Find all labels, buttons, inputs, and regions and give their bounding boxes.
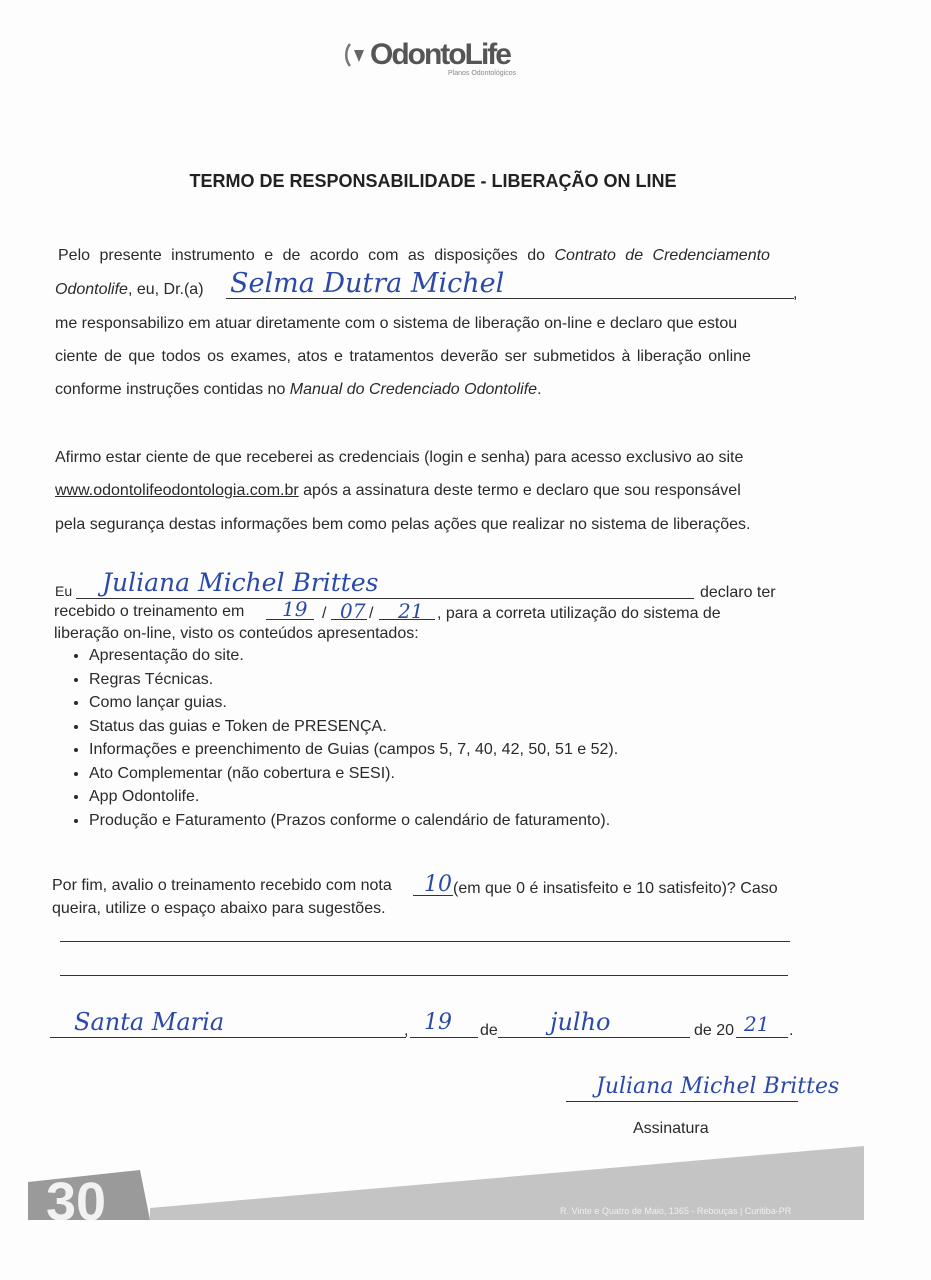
dentist-name: Selma Dutra Michel [230,268,505,299]
sign-year-line [736,1037,788,1038]
sign-day-line [410,1037,478,1038]
suggestion-line-2[interactable] [60,975,788,976]
date-sep-1: / [322,605,327,622]
company-logo [340,36,540,84]
trainee-name-line [76,598,694,599]
list-item: • Como lançar guias. [89,691,618,715]
para2-line2: www.odontolifeodontologia.com.br após a assinatura deste termo e declaro que sou responsável [55,482,741,499]
para1-line1: Pelo presente instrumento e de acordo com as disposições do Contrato de Credenciamento [58,247,770,264]
para2-line1: Afirmo estar ciente de que receberei as credenciais (login e senha) para acesso exclusivo ao site [55,449,744,466]
footer-address: R. Vinte e Quatro de Maio, 1365 - Rebouças | Curitiba-PR [560,1206,792,1216]
para1-line2: Odontolife, eu, Dr.(a) [55,281,204,298]
rating-score: 10 [424,872,452,897]
list-item: • Ato Complementar (não cobertura e SESI). [89,762,618,786]
para3-declaro: declaro ter [700,584,776,601]
para3-liberacao: liberação on-line, visto os conteúdos apresentados: [54,625,419,642]
city-line [50,1037,406,1038]
para1-comma: , [793,285,798,302]
signature-label: Assinatura [633,1120,709,1137]
para3-para-correta: , para a correta utilização do sistema de [437,605,721,622]
rating-line1-a: Por fim, avalio o treinamento recebido com nota [52,877,392,894]
list-item: • Apresentação do site. [89,644,618,668]
training-day: 19 [282,597,308,621]
signature-line [566,1101,798,1102]
para3-recebido: recebido o treinamento em [54,603,245,620]
para1-line4: ciente de que todos os exames, atos e tratamentos deverão ser submetidos à liberação online [55,348,751,365]
training-topics-list [62,644,618,832]
suggestion-line-1[interactable] [60,941,790,942]
list-item: • Informações e preenchimento de Guias (campos 5, 7, 40, 42, 50, 51 e 52). [89,738,618,762]
sign-month: julho [550,1008,611,1036]
sign-month-line [498,1037,690,1038]
signature: Juliana Michel Brittes [596,1074,840,1099]
document-title: TERMO DE RESPONSABILIDADE - LIBERAÇÃO ON LINE [189,171,677,191]
list-item: • App Odontolife. [89,785,618,809]
city-comma: , [404,1022,409,1039]
para3-eu: Eu [55,583,73,599]
training-month: 07 [340,599,366,623]
para1-line5: conforme instruções contidas no Manual do Credenciado Odontolife. [55,381,542,398]
site-link[interactable]: www.odontolifeodontologia.com.br [55,482,299,499]
sign-day: 19 [424,1010,452,1035]
rating-line1-b: (em que 0 é insatisfeito e 10 satisfeito)? Caso [453,880,778,897]
date-sep-2: / [369,605,374,622]
date-end: . [789,1022,794,1039]
sign-year: 21 [744,1012,770,1036]
list-item: • Produção e Faturamento (Prazos conforme o calendário de faturamento). [89,809,618,833]
logo-emblem-icon [342,40,368,70]
list-item: • Regras Técnicas. [89,668,618,692]
para1-line3: me responsabilizo em atuar diretamente com o sistema de liberação on-line e declaro que estou [55,315,738,332]
training-year: 21 [398,599,424,623]
para2-line3: pela segurança destas informações bem como pelas ações que realizar no sistema de liberações. [55,516,751,533]
logo-tagline: Planos Odontológicos [448,70,517,77]
rating-line2: queira, utilize o espaço abaixo para sugestões. [52,900,386,917]
footer-number: 30 [46,1172,107,1220]
logo-brand: OdontoLife [370,38,510,71]
date-de-2: de 20 [694,1022,735,1039]
trainee-name: Juliana Michel Brittes [102,568,379,597]
list-item: • Status das guias e Token de PRESENÇA. [89,715,618,739]
footer-banner [0,1140,931,1280]
city: Santa Maria [74,1008,225,1036]
date-de-1: de [480,1022,498,1039]
